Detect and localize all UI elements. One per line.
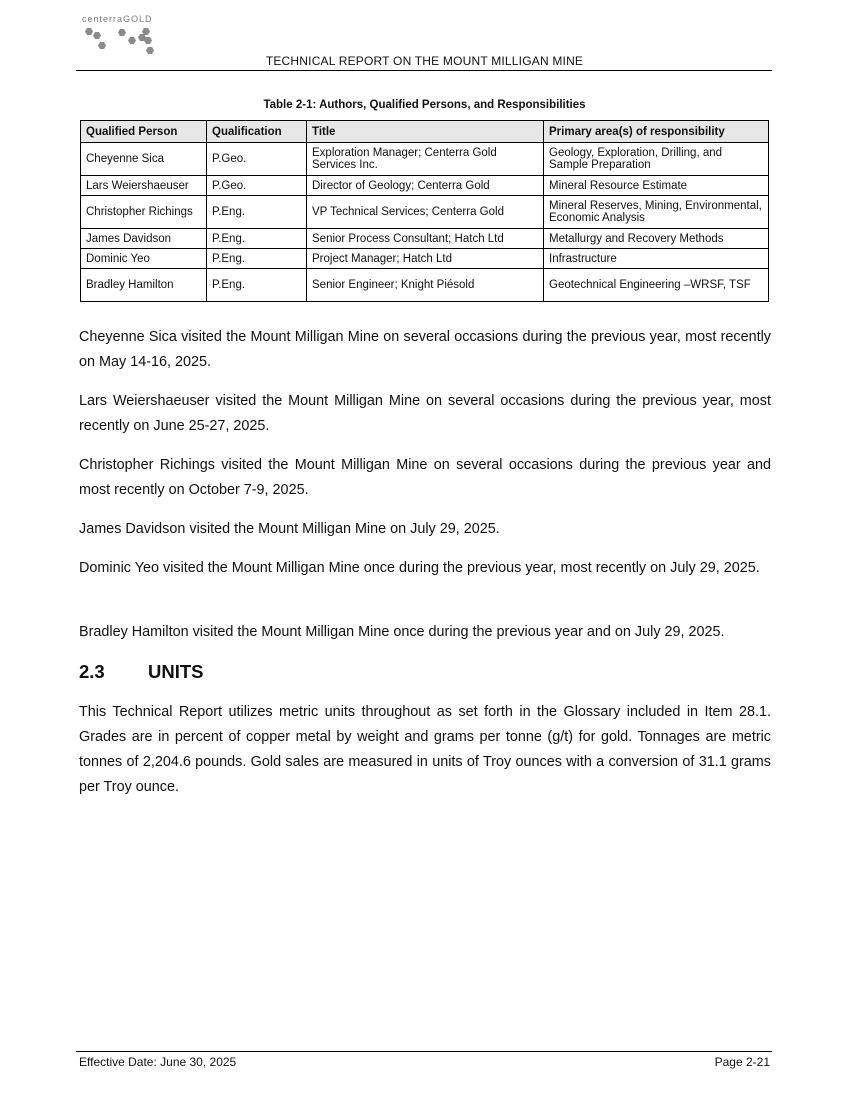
paragraph: Christopher Richings visited the Mount Milligan Mine on several occasions during the previous year and most recently on October 7-9, 2025. (79, 457, 771, 498)
authors-table (80, 120, 769, 302)
table-cell: Cheyenne Sica (81, 143, 207, 176)
table-cell: P.Eng. (207, 229, 307, 249)
table-row (81, 249, 769, 269)
table-row (81, 269, 769, 302)
table-header-row (81, 121, 769, 143)
table-cell: Exploration Manager; Centerra Gold Services Inc. (307, 143, 544, 176)
table-cell: Mineral Resource Estimate (544, 176, 769, 196)
table-cell: James Davidson (81, 229, 207, 249)
table-cell: Geology, Exploration, Drilling, and Sample Preparation (544, 143, 769, 176)
table-cell: Bradley Hamilton (81, 269, 207, 302)
table-caption: Table 2-1: Authors, Qualified Persons, and Responsibilities (263, 99, 586, 111)
table-cell: Senior Engineer; Knight Piésold (307, 269, 544, 302)
paragraph: Dominic Yeo visited the Mount Milligan Mine once during the previous year, most recently on July 29, 2025. (79, 560, 760, 576)
table-cell: VP Technical Services; Centerra Gold (307, 196, 544, 229)
logo-wordmark: centerraGOLD (82, 14, 153, 24)
column-header: Qualification (207, 121, 307, 143)
table-row (81, 143, 769, 176)
section-title: UNITS (148, 661, 204, 682)
table-cell: Director of Geology; Centerra Gold (307, 176, 544, 196)
column-header: Qualified Person (81, 121, 207, 143)
footer-page-number: Page 2-21 (714, 1055, 770, 1069)
running-header: TECHNICAL REPORT ON THE MOUNT MILLIGAN MINE (265, 54, 584, 68)
table-cell: Senior Process Consultant; Hatch Ltd (307, 229, 544, 249)
table-cell: Infrastructure (544, 249, 769, 269)
table-cell: Lars Weiershaeuser (81, 176, 207, 196)
table-cell: P.Eng. (207, 269, 307, 302)
table-row (81, 229, 769, 249)
paragraph: Lars Weiershaeuser visited the Mount Milligan Mine on several occasions during the previous year, most recently on June 25-27, 2025. (79, 393, 771, 434)
paragraph: Cheyenne Sica visited the Mount Milligan Mine on several occasions during the previous year, most recently on May 14-16, 2025. (79, 329, 771, 370)
table-cell: Geotechnical Engineering –WRSF, TSF (544, 269, 769, 302)
footer-rule (76, 1051, 772, 1052)
table-row (81, 196, 769, 229)
table-cell: P.Eng. (207, 249, 307, 269)
table-cell: P.Geo. (207, 143, 307, 176)
table-cell: P.Eng. (207, 196, 307, 229)
paragraph: Bradley Hamilton visited the Mount Milligan Mine once during the previous year and on July 29, 2025. (79, 624, 725, 640)
table-cell: Project Manager; Hatch Ltd (307, 249, 544, 269)
header-rule (76, 70, 772, 71)
table-cell: P.Geo. (207, 176, 307, 196)
footer-effective-date: Effective Date: June 30, 2025 (79, 1055, 237, 1069)
table-cell: Christopher Richings (81, 196, 207, 229)
section-heading (79, 661, 204, 683)
table-cell: Dominic Yeo (81, 249, 207, 269)
table-cell: Mineral Reserves, Mining, Environmental, Economic Analysis (544, 196, 769, 229)
table-cell: Metallurgy and Recovery Methods (544, 229, 769, 249)
table-row (81, 176, 769, 196)
column-header: Primary area(s) of responsibility (544, 121, 769, 143)
section-paragraph: This Technical Report utilizes metric units throughout as set forth in the Glossary included in Item 28.1. Grades are in percent of copper metal by weight and grams per tonne (g/t) for gold. Tonnages are metric tonnes of 2,204.6 pounds. Gold sales are measured in units of Troy ounces with a conversion of 31.1 grams per Troy ounce. (79, 704, 771, 795)
column-header: Title (307, 121, 544, 143)
paragraph: James Davidson visited the Mount Milligan Mine on July 29, 2025. (79, 521, 500, 537)
section-number: 2.3 (79, 661, 105, 682)
